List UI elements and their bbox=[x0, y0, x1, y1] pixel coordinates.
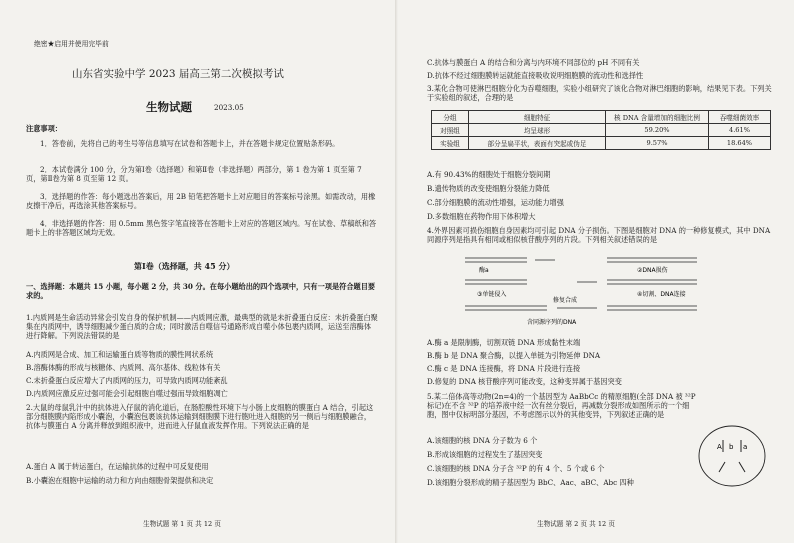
question-4-stem: 4.外界因素可损伤细胞自身因素均可引起 DNA 分子损伤。下图是细胞对 DNA 的一种修复模式，其中 DNA 同源序列是指具有相同或相似核苷酸序列的片段。下列相关叙述错误的是 bbox=[427, 226, 771, 244]
strand-invasion-label: ③单链侵入 bbox=[477, 291, 507, 298]
data-table bbox=[431, 110, 771, 150]
cell-diagram bbox=[695, 422, 769, 490]
subject-title: 生物试题 bbox=[146, 100, 192, 114]
notice-2: 2．本试卷满分 100 分，分为第Ⅰ卷（选择题）和第Ⅱ卷（非选择题）两部分，第 1 卷为第 1 页至第 7 页，第Ⅱ卷为第 8 页至第 12 页。 bbox=[26, 165, 362, 183]
chromosome bbox=[719, 462, 725, 472]
table-cell: 实验组 bbox=[432, 137, 469, 150]
table-cell: 4.61% bbox=[709, 124, 771, 137]
question-2-option-b: B.小囊泡在细胞中运输的动力和方向由细胞骨架提供和决定 bbox=[26, 476, 214, 485]
notice-1: 1．答卷前，先将自己的考生号等信息填写在试卷和答题卡上，并在答题卡规定位置贴条形码。 bbox=[40, 139, 340, 148]
notice-3: 3．选择题的作答：每小题选出答案后，用 2B 铅笔把答题卡上对应题目的答案标号涂黑。如需改动，用橡皮擦干净后，再选涂其他答案标号。 bbox=[26, 192, 376, 210]
question-4-option-b: B.酶 b 是 DNA 聚合酶，以提入单链为引物延伸 DNA bbox=[427, 351, 601, 360]
chromosome bbox=[739, 462, 745, 472]
enzyme-a-label: 酶a bbox=[479, 267, 489, 274]
question-3-option-d: D.多数细胞在药物作用下体积增大 bbox=[427, 212, 536, 221]
cell-membrane bbox=[699, 426, 765, 486]
exam-date: 2023.05 bbox=[214, 103, 244, 112]
question-3-option-b: B.遗传物质的改变使细胞分裂能力降低 bbox=[427, 184, 550, 193]
gene-label: a bbox=[743, 443, 748, 451]
table-cell: 均呈球形 bbox=[469, 124, 606, 137]
table-header: 核 DNA 含量增加的细胞比例 bbox=[606, 111, 709, 124]
table-header: 分组 bbox=[432, 111, 469, 124]
table-cell: 对照组 bbox=[432, 124, 469, 137]
confidential-mark: 绝密★启用并使用完毕前 bbox=[34, 40, 109, 48]
question-5-option-c: C.该细胞的核 DNA 分子含 ³²P 的有 4 个、5 个或 6 个 bbox=[427, 464, 605, 473]
question-2-option-d: D.抗体不经过细胞膜转运就能直接吸收说明细胞膜的流动性和选择性 bbox=[427, 71, 644, 80]
table-cell: 18.64% bbox=[709, 137, 771, 150]
damage-label: ②DNA损伤 bbox=[637, 267, 668, 274]
question-2-option-a: A.蛋白 A 属于转运蛋白，在运输抗体的过程中可反复使用 bbox=[26, 462, 209, 471]
ligation-label: ④切割、DNA连接 bbox=[637, 291, 686, 298]
exam-title: 山东省实验中学 2023 届高三第二次模拟考试 bbox=[72, 68, 284, 80]
question-1-option-d: D.内质网应激反应过强可能会引起细胞自噬过强而导致细胞凋亡 bbox=[26, 389, 228, 398]
table-row bbox=[432, 137, 771, 150]
question-1-option-b: B.溶酶体酶的形成与核糖体、内质网、高尔基体、线粒体有关 bbox=[26, 363, 221, 372]
question-5-option-d: D.该细胞分裂形成的精子基因型为 BbC、Aac、aBC、Abc 四种 bbox=[427, 478, 634, 487]
table-cell: 部分呈扁平状，表面有突起或伪足 bbox=[469, 137, 606, 150]
question-5-option-b: B.形成该细胞的过程发生了基因突变 bbox=[427, 450, 543, 459]
question-3-option-a: A.有 90.43%的细胞处于细胞分裂间期 bbox=[427, 170, 551, 179]
gene-label: A bbox=[717, 443, 722, 451]
question-1-option-c: C.未折叠蛋白反应增大了内质网的压力，可导致内质网功能紊乱 bbox=[26, 376, 228, 385]
page-footer: 生物试题 第 1 页 共 12 页 bbox=[143, 520, 221, 528]
repair-label: 修复合成 bbox=[553, 297, 578, 304]
page-footer: 生物试题 第 2 页 共 12 页 bbox=[537, 520, 615, 528]
section-title: 第Ⅰ卷（选择题，共 45 分） bbox=[134, 261, 235, 271]
table-cell: 9.57% bbox=[606, 137, 709, 150]
question-4-option-a: A.酶 a 是限制酶，切割双链 DNA 形成黏性末端 bbox=[427, 338, 581, 347]
notice-4: 4．非选择题的作答：用 0.5mm 黑色签字笔直接答在答题卡上对应的答题区域内。写在试卷、草稿纸和答题卡上的非答题区域均无效。 bbox=[26, 219, 377, 237]
part1-heading: 一、选择题：本题共 15 小题，每小题 2 分，共 30 分。在每小题给出的四个选项中，只有一项是符合题目要求的。 bbox=[26, 282, 376, 300]
table-cell: 59.20% bbox=[606, 124, 709, 137]
question-5-option-a: A.该细胞的核 DNA 分子数为 6 个 bbox=[427, 436, 538, 445]
question-3-stem: 3.某化合物可使淋巴细胞分化为吞噬细胞，实验小组研究了该化合物对淋巴细胞的影响，结果见下表。下列关于实验组的叙述，合理的是 bbox=[427, 84, 772, 102]
dna-repair-diagram bbox=[457, 250, 717, 330]
question-5-stem: 5.某二倍体高等动物(2n=4)的一个基因型为 AaBbCc 的精原细胞(全部 DNA 被 ³²P 标记)在不含 ³²P 的培养液中经一次有丝分裂后，再减数分裂形成如图所示的一个细胞，图中仅标明部分基因，不考虑图示以外的其他变异，下列叙述正确的是 bbox=[427, 392, 696, 419]
table-header: 吞噬细菌效率 bbox=[709, 111, 771, 124]
table-header: 细胞特征 bbox=[469, 111, 606, 124]
question-4-option-c: C.酶 c 是 DNA 连接酶，将 DNA 片段进行连接 bbox=[427, 364, 581, 373]
question-1-option-a: A.内质网是合成、加工和运输蛋白质等物质的膜性网状系统 bbox=[26, 350, 214, 359]
question-3-option-c: C.部分细胞膜的流动性增强，运动能力增强 bbox=[427, 198, 564, 207]
question-1-stem: 1.内质网是生命活动异常会引发自身的保护机制——内质网应激，最典型的就是未折叠蛋白反应：未折叠蛋白聚集在内质网中，诱导细胞减少蛋白质的合成；同时激活自噬信号通路形成自噬小体包裹内质网，运送至溶酶体进行降解。下列说法错误的是 bbox=[26, 313, 378, 340]
question-2-option-c: C.抗体与膜蛋白 A 的结合和分离与内环境不同部位的 pH 不同有关 bbox=[427, 58, 640, 67]
right-page bbox=[397, 0, 794, 543]
question-2-stem: 2.大鼠的母鼠乳汁中的抗体进入仔鼠的消化道后，在肠腔酸性环境下与小肠上皮细胞的膜蛋白 A 结合，引起这部分细胞膜内陷形成小囊泡，小囊泡包裹该抗体运输到细胞膜下进行胞吐进入细胞的另一侧后与细胞膜融合，抗体与膜蛋白 A 分离并释放到组织液中，进而进入仔鼠血液发挥作用。下列说法正确的是 bbox=[26, 403, 374, 430]
question-4-option-d: D.修复的 DNA 核苷酸序列可能改变，这种变异属于基因突变 bbox=[427, 377, 622, 386]
gene-label: b bbox=[729, 443, 734, 451]
table-header-row bbox=[432, 111, 771, 124]
table-row bbox=[432, 124, 771, 137]
homolog-label: 含同源序列的DNA bbox=[527, 319, 577, 326]
notice-heading: 注意事项： bbox=[26, 124, 62, 133]
